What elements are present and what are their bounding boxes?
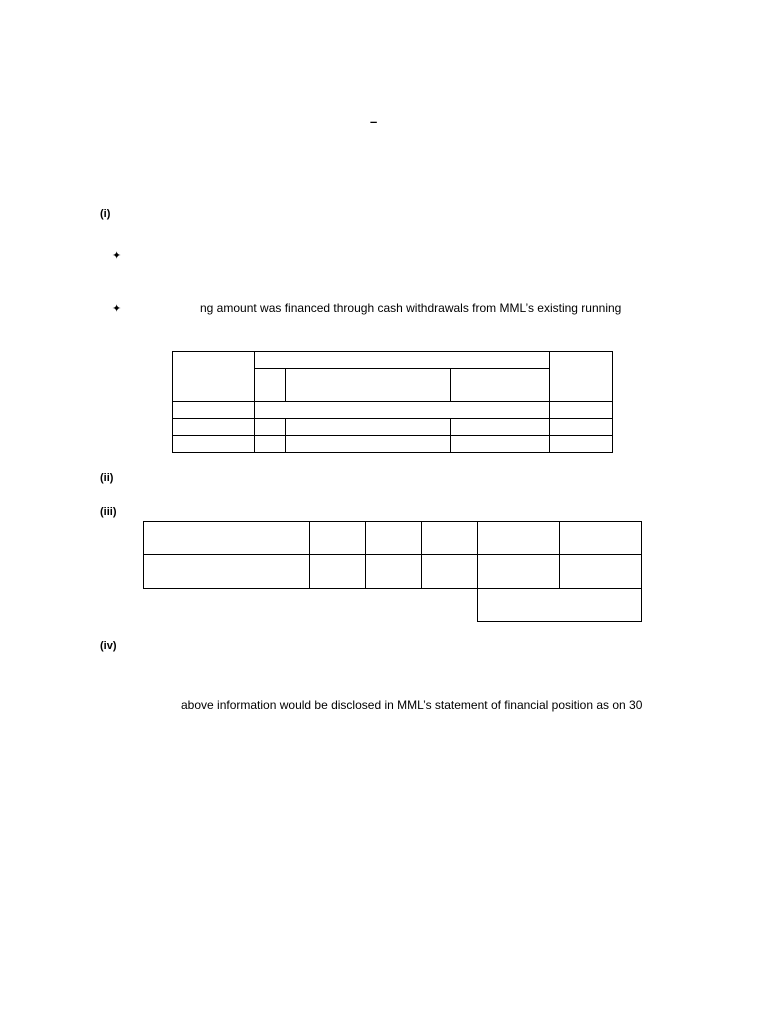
table-1 <box>172 351 613 453</box>
table-cell <box>255 402 550 419</box>
section-label-i: (i) <box>100 208 111 220</box>
table-cell <box>478 555 560 589</box>
table-cell <box>422 555 478 589</box>
table-cell <box>366 589 422 622</box>
table-row <box>144 555 642 589</box>
table-cell <box>286 436 451 453</box>
bullet-icon: ✦ <box>112 303 122 315</box>
table-cell <box>422 589 478 622</box>
table-cell <box>255 436 286 453</box>
table-2 <box>143 521 642 622</box>
table-cell <box>366 522 422 555</box>
table-cell <box>173 436 255 453</box>
table-cell <box>255 369 286 402</box>
table-cell <box>286 419 451 436</box>
table-cell <box>255 419 286 436</box>
table-row <box>173 436 613 453</box>
table-cell <box>173 402 255 419</box>
table-cell <box>451 419 550 436</box>
bullet-icon: ✦ <box>112 250 122 262</box>
table-cell <box>255 352 550 369</box>
table-row <box>144 589 642 622</box>
table-total-cell <box>478 589 642 622</box>
table-row <box>144 522 642 555</box>
table-cell <box>144 555 310 589</box>
table-cell <box>310 522 366 555</box>
table-cell <box>550 419 613 436</box>
table-cell <box>560 555 642 589</box>
table-cell <box>550 402 613 419</box>
table-cell <box>366 555 422 589</box>
table-cell <box>144 589 310 622</box>
table-cell <box>173 419 255 436</box>
table-cell <box>144 522 310 555</box>
section-label-iv: (iv) <box>100 640 117 652</box>
table-cell <box>451 436 550 453</box>
header-dash: – <box>370 114 378 129</box>
table-cell <box>550 436 613 453</box>
table-row <box>173 402 613 419</box>
table-cell <box>310 555 366 589</box>
table-cell <box>310 589 366 622</box>
table-cell <box>560 522 642 555</box>
section-label-iii: (iii) <box>100 506 117 518</box>
table-cell <box>478 522 560 555</box>
table-row <box>173 352 613 369</box>
table-cell <box>451 369 550 402</box>
paragraph-iv: above information would be disclosed in MML’s statement of financial position as on 30 <box>181 698 643 712</box>
table-cell <box>550 352 613 402</box>
bullet-text: ng amount was financed through cash withdrawals from MML’s existing running <box>200 301 622 315</box>
table-cell <box>422 522 478 555</box>
table-row <box>173 419 613 436</box>
table-cell <box>173 352 255 402</box>
section-label-ii: (ii) <box>100 472 114 484</box>
table-cell <box>286 369 451 402</box>
